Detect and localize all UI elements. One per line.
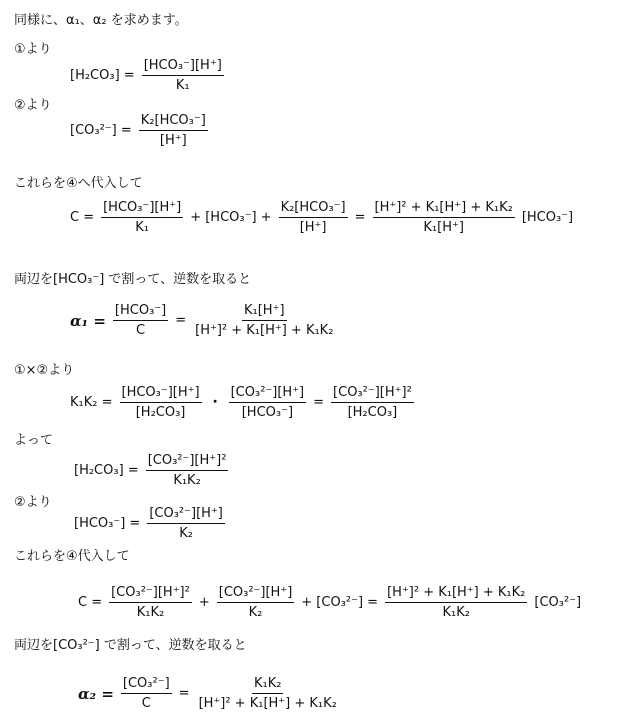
fraction-term-2 bbox=[197, 676, 339, 711]
plus-terms: + [HCO₃⁻] + bbox=[190, 209, 272, 225]
numerator: K₁[H⁺] bbox=[242, 303, 287, 321]
denominator: [H₂CO₃] bbox=[135, 405, 186, 420]
fraction-term-3 bbox=[331, 385, 414, 420]
numerator: [CO₃²⁻][H⁺]² bbox=[146, 453, 229, 471]
denominator: K₁ bbox=[135, 220, 150, 235]
eq-alpha1 bbox=[66, 303, 338, 338]
plus-term-equals: + [CO₃²⁻] = bbox=[301, 594, 379, 610]
fraction bbox=[142, 58, 224, 93]
therefore-label: よって bbox=[14, 433, 54, 448]
denominator: C bbox=[136, 323, 146, 338]
tail-factor: [HCO₃⁻] bbox=[521, 209, 574, 225]
equals: = bbox=[354, 209, 366, 225]
lhs: [HCO₃⁻] = bbox=[74, 515, 141, 531]
lhs: C = bbox=[78, 594, 103, 610]
fraction-term-2 bbox=[193, 303, 335, 338]
tail-factor: [CO₃²⁻] bbox=[534, 594, 582, 610]
from-eq2-label-b: ②より bbox=[14, 495, 52, 510]
denominator: K₁K₂ bbox=[173, 473, 201, 488]
fraction-term-2 bbox=[229, 385, 307, 420]
divide-hco3-label: 両辺を[HCO₃⁻] で割って、逆数を取ると bbox=[14, 272, 252, 287]
from-eq1-label: ①より bbox=[14, 42, 52, 57]
denominator: K₁[H⁺] bbox=[423, 220, 464, 235]
fraction bbox=[147, 506, 225, 541]
denominator: [H₂CO₃] bbox=[347, 405, 398, 420]
numerator: K₂[HCO₃⁻] bbox=[279, 200, 348, 218]
denominator: [H⁺] bbox=[299, 220, 327, 235]
eq-co3-from-2 bbox=[66, 113, 211, 148]
equals: = bbox=[175, 312, 187, 328]
lhs: [H₂CO₃] = bbox=[74, 462, 139, 478]
fraction-term-1 bbox=[101, 200, 183, 235]
fraction bbox=[146, 453, 229, 488]
numerator: K₂[HCO₃⁻] bbox=[139, 113, 208, 131]
alpha1-lhs: α₁ = bbox=[70, 311, 106, 330]
numerator: [H⁺]² + K₁[H⁺] + K₁K₂ bbox=[373, 200, 515, 218]
fraction-term-1 bbox=[121, 676, 172, 711]
numerator: [HCO₃⁻] bbox=[113, 303, 168, 321]
fraction-term-2 bbox=[217, 585, 295, 620]
fraction-term-3 bbox=[373, 200, 515, 235]
numerator: [CO₃²⁻][H⁺] bbox=[147, 506, 225, 524]
denominator: [H⁺] bbox=[159, 133, 187, 148]
alpha2-lhs: α₂ = bbox=[78, 684, 114, 703]
eq-k1k2 bbox=[66, 385, 417, 420]
substitute-label-a: これらを④へ代入して bbox=[14, 176, 143, 191]
fraction-term-1 bbox=[113, 303, 168, 338]
lhs: [CO₃²⁻] = bbox=[70, 122, 132, 138]
denominator: K₁K₂ bbox=[442, 605, 470, 620]
eq-h2co3-from-1 bbox=[66, 58, 227, 93]
eq-c-in-hco3 bbox=[66, 200, 577, 235]
fraction-term-2 bbox=[279, 200, 348, 235]
denominator: K₂ bbox=[248, 605, 263, 620]
denominator: [H⁺]² + K₁[H⁺] + K₁K₂ bbox=[198, 696, 337, 711]
from-eq2-label: ②より bbox=[14, 98, 52, 113]
fraction-term-1 bbox=[120, 385, 202, 420]
denominator: [H⁺]² + K₁[H⁺] + K₁K₂ bbox=[195, 323, 334, 338]
from-eq1-times-eq2-label: ①×②より bbox=[14, 363, 75, 378]
numerator: [CO₃²⁻][H⁺]² bbox=[109, 585, 192, 603]
eq-hco3-expressed bbox=[70, 506, 228, 541]
divide-co3-label: 両辺を[CO₃²⁻] で割って、逆数を取ると bbox=[14, 638, 247, 653]
lhs: K₁K₂ = bbox=[70, 394, 113, 410]
fraction-term-1 bbox=[109, 585, 192, 620]
plus: + bbox=[198, 594, 210, 610]
equals: = bbox=[313, 394, 325, 410]
denominator: K₂ bbox=[179, 526, 193, 541]
substitute-label-b: これらを④代入して bbox=[14, 549, 130, 564]
numerator: [CO₃²⁻][H⁺]² bbox=[331, 385, 414, 403]
numerator: [HCO₃⁻][H⁺] bbox=[120, 385, 202, 403]
denominator: C bbox=[141, 696, 151, 711]
numerator: [CO₃²⁻][H⁺] bbox=[229, 385, 307, 403]
multiply-dot: ・ bbox=[208, 394, 222, 410]
numerator: K₁K₂ bbox=[252, 676, 283, 694]
eq-alpha2 bbox=[74, 676, 342, 711]
numerator: [HCO₃⁻][H⁺] bbox=[142, 58, 224, 76]
fraction-term-3 bbox=[385, 585, 527, 620]
lhs: C = bbox=[70, 209, 95, 225]
numerator: [CO₃²⁻] bbox=[121, 676, 172, 694]
denominator: [HCO₃⁻] bbox=[241, 405, 294, 420]
fraction bbox=[139, 113, 208, 148]
equals: = bbox=[178, 685, 190, 701]
numerator: [H⁺]² + K₁[H⁺] + K₁K₂ bbox=[385, 585, 527, 603]
numerator: [HCO₃⁻][H⁺] bbox=[101, 200, 183, 218]
lhs: [H₂CO₃] = bbox=[70, 67, 135, 83]
eq-c-in-co3 bbox=[74, 585, 585, 620]
denominator: K₁ bbox=[175, 78, 190, 93]
eq-h2co3-expressed bbox=[70, 453, 231, 488]
intro-text: 同様に、α₁、α₂ を求めます。 bbox=[14, 13, 188, 28]
numerator: [CO₃²⁻][H⁺] bbox=[217, 585, 295, 603]
denominator: K₁K₂ bbox=[136, 605, 165, 620]
